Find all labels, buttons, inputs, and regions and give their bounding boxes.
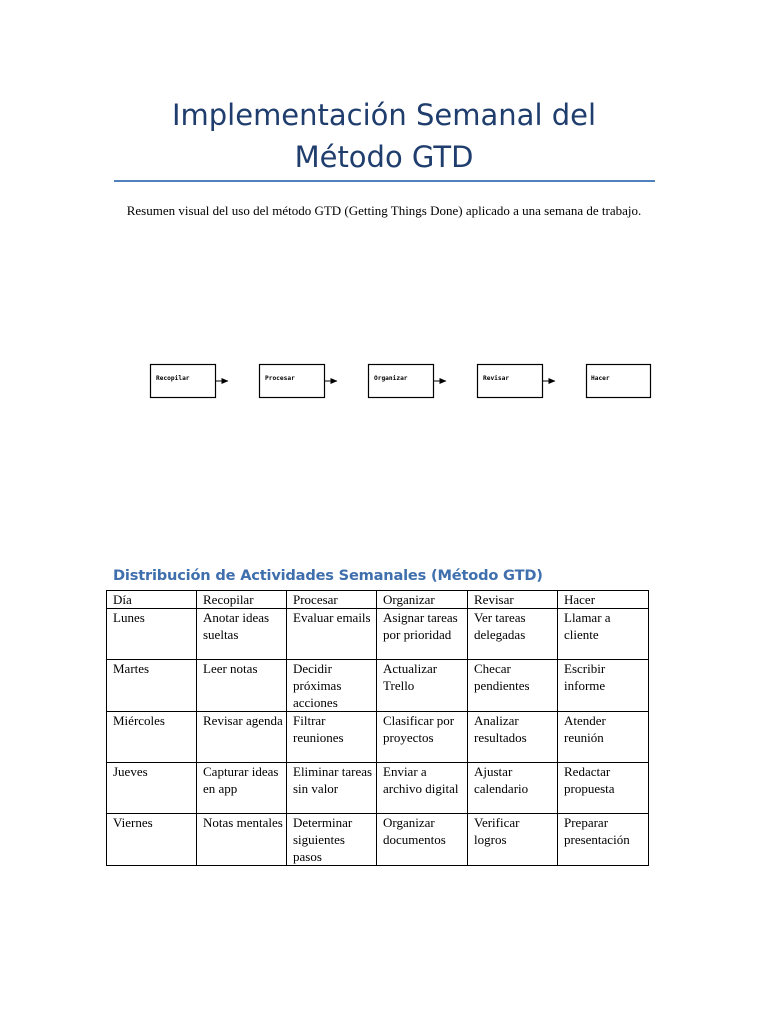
table-cell: Clasificar por proyectos (377, 712, 468, 763)
table-cell: Verificar logros (468, 814, 558, 866)
flow-step-procesar (260, 365, 325, 398)
table-cell: Escribir informe (558, 660, 649, 712)
table-cell: Asignar tareas por prioridad (377, 609, 468, 660)
summary-paragraph: Resumen visual del uso del método GTD (Getting Things Done) aplicado a una semana de trabajo. (126, 203, 642, 218)
table-cell: Enviar a archivo digital (377, 763, 468, 814)
flow-step-revisar (478, 365, 543, 398)
day-cell: Miércoles (107, 712, 197, 763)
flow-step-recopilar (151, 365, 216, 398)
day-cell: Lunes (107, 609, 197, 660)
table-cell: Revisar agenda (197, 712, 287, 763)
table-cell: Filtrar reuniones (287, 712, 377, 763)
table-cell: Evaluar emails (287, 609, 377, 660)
table-cell: Checar pendientes (468, 660, 558, 712)
flow-step-label: Recopilar (156, 375, 190, 382)
day-cell: Jueves (107, 763, 197, 814)
table-cell: Atender reunión (558, 712, 649, 763)
day-cell: Martes (107, 660, 197, 712)
column-header-hacer: Hacer (558, 591, 649, 609)
table-cell: Ajustar calendario (468, 763, 558, 814)
column-header-procesar: Procesar (287, 591, 377, 609)
column-header-recopilar: Recopilar (197, 591, 287, 609)
column-header-dia: Día (107, 591, 197, 609)
table-cell: Preparar presentación (558, 814, 649, 866)
table-cell: Redactar propuesta (558, 763, 649, 814)
table-cell: Ver tareas delegadas (468, 609, 558, 660)
table-row (107, 814, 649, 866)
table-row (107, 609, 649, 660)
table-cell: Anotar ideas sueltas (197, 609, 287, 660)
weekly-activities-table (106, 590, 649, 866)
table-cell: Eliminar tareas sin valor (287, 763, 377, 814)
flow-step-label: Hacer (591, 375, 610, 382)
flow-step-label: Organizar (374, 375, 408, 382)
table-cell: Leer notas (197, 660, 287, 712)
flow-step-organizar (369, 365, 434, 398)
table-row (107, 660, 649, 712)
table-cell: Organizar documentos (377, 814, 468, 866)
table-cell: Capturar ideas en app (197, 763, 287, 814)
table-row (107, 712, 649, 763)
activities-heading: Distribución de Actividades Semanales (Método GTD) (113, 567, 543, 584)
page-title: Implementación Semanal del Método GTD (171, 98, 597, 174)
flow-step-label: Revisar (483, 375, 510, 382)
flow-step-hacer (587, 365, 651, 398)
table-cell: Notas mentales (197, 814, 287, 866)
table-header-row (107, 591, 649, 609)
flow-step-label: Procesar (265, 375, 295, 382)
table-cell: Actualizar Trello (377, 660, 468, 712)
day-cell: Viernes (107, 814, 197, 866)
column-header-organizar: Organizar (377, 591, 468, 609)
table-cell: Decidir próximas acciones (287, 660, 377, 712)
table-cell: Llamar a cliente (558, 609, 649, 660)
table-row (107, 763, 649, 814)
column-header-revisar: Revisar (468, 591, 558, 609)
table-cell: Determinar siguientes pasos (287, 814, 377, 866)
table-cell: Analizar resultados (468, 712, 558, 763)
